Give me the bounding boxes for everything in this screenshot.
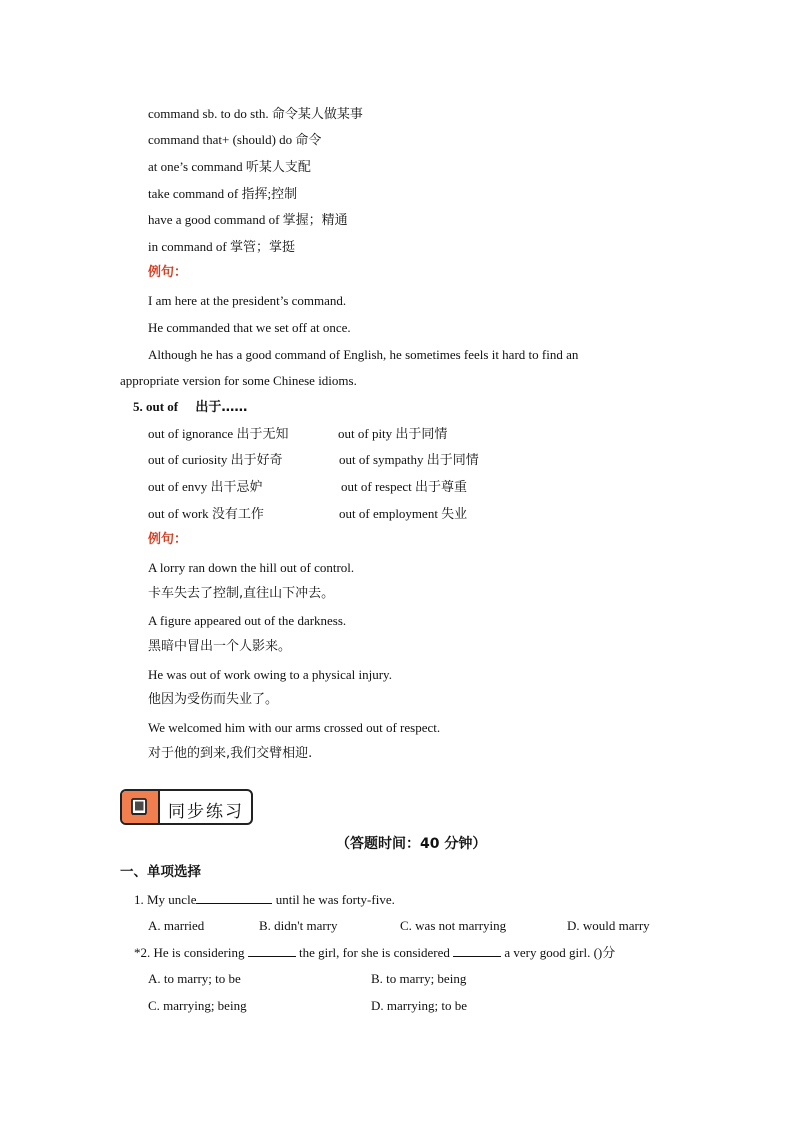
example-translation: 对于他的到来,我们交臂相迎. <box>148 746 313 761</box>
answer-blank[interactable] <box>453 944 501 957</box>
phrase-left: out of envy 出干忌妒 <box>148 479 263 494</box>
item-heading-meaning: 出于…… <box>195 400 248 415</box>
example-label: 例句： <box>148 532 188 547</box>
example-sentence: We welcomed him with our arms crossed out of respect. <box>148 720 441 735</box>
phrase-right: out of respect 出于尊重 <box>341 479 468 494</box>
option-c[interactable]: C. marrying; being <box>148 998 247 1013</box>
part-heading: 一、单项选择 <box>120 864 201 880</box>
question-stem-end: a very good girl. ()分 <box>501 945 616 960</box>
phrase-line: command sb. to do sth. 命令某人做某事 <box>148 106 363 121</box>
example-sentence: He was out of work owing to a physical injury. <box>148 667 392 682</box>
phrase-left: out of ignorance 出于无知 <box>148 426 289 441</box>
answer-blank[interactable] <box>196 891 272 904</box>
item-heading <box>133 399 247 416</box>
phrase-line: have a good command of 掌握；精通 <box>148 212 348 227</box>
example-label: 例句： <box>148 265 188 280</box>
question-stem-middle: the girl, for she is considered <box>295 945 454 960</box>
phrase-line: at one’s command 听某人支配 <box>148 159 311 174</box>
example-sentence: appropriate version for some Chinese idioms. <box>120 373 357 388</box>
phrase-left: out of curiosity 出于好奇 <box>148 452 283 467</box>
option-b[interactable]: B. to marry; being <box>371 971 467 986</box>
example-translation: 卡车失去了控制,直往山下冲去。 <box>148 586 335 601</box>
example-translation: 他因为受伤而失业了。 <box>148 692 279 707</box>
phrase-right: out of employment 失业 <box>339 506 468 521</box>
question-stem-start: *2. He is considering <box>134 945 248 960</box>
phrase-right: out of pity 出于同情 <box>338 426 448 441</box>
question-stem <box>134 944 615 961</box>
item-heading-number: 5. out of <box>133 399 179 414</box>
answer-blank[interactable] <box>248 944 296 957</box>
option-d[interactable]: D. marrying; to be <box>371 998 468 1013</box>
section-title: 同步练习 <box>168 802 244 822</box>
phrase-line: in command of 掌管；掌挺 <box>148 239 295 254</box>
example-sentence: Although he has a good command of English, he sometimes feels it hard to find an <box>148 347 579 362</box>
section-header <box>120 789 253 825</box>
time-note: （答题时间：40 分钟） <box>336 836 487 852</box>
option-a[interactable]: A. to marry; to be <box>148 971 241 986</box>
question-stem <box>134 891 395 908</box>
phrase-line: command that+ (should) do 命令 <box>148 132 322 147</box>
example-sentence: I am here at the president’s command. <box>148 293 347 308</box>
phrase-left: out of work 没有工作 <box>148 506 264 521</box>
option-b[interactable]: B. didn't marry <box>259 918 338 933</box>
phrase-right: out of sympathy 出于同情 <box>339 452 479 467</box>
option-c[interactable]: C. was not marrying <box>400 918 507 933</box>
phrase-line: take command of 指挥;控制 <box>148 186 298 201</box>
option-a[interactable]: A. married <box>148 918 205 933</box>
question-stem-end: until he was forty-five. <box>272 892 395 907</box>
example-sentence: He commanded that we set off at once. <box>148 320 351 335</box>
example-translation: 黑暗中冒出一个人影来。 <box>148 639 292 654</box>
question-stem-start: 1. My uncle <box>134 892 197 907</box>
option-d[interactable]: D. would marry <box>567 918 650 933</box>
example-sentence: A figure appeared out of the darkness. <box>148 613 347 628</box>
example-sentence: A lorry ran down the hill out of control. <box>148 560 355 575</box>
book-icon <box>122 791 160 823</box>
